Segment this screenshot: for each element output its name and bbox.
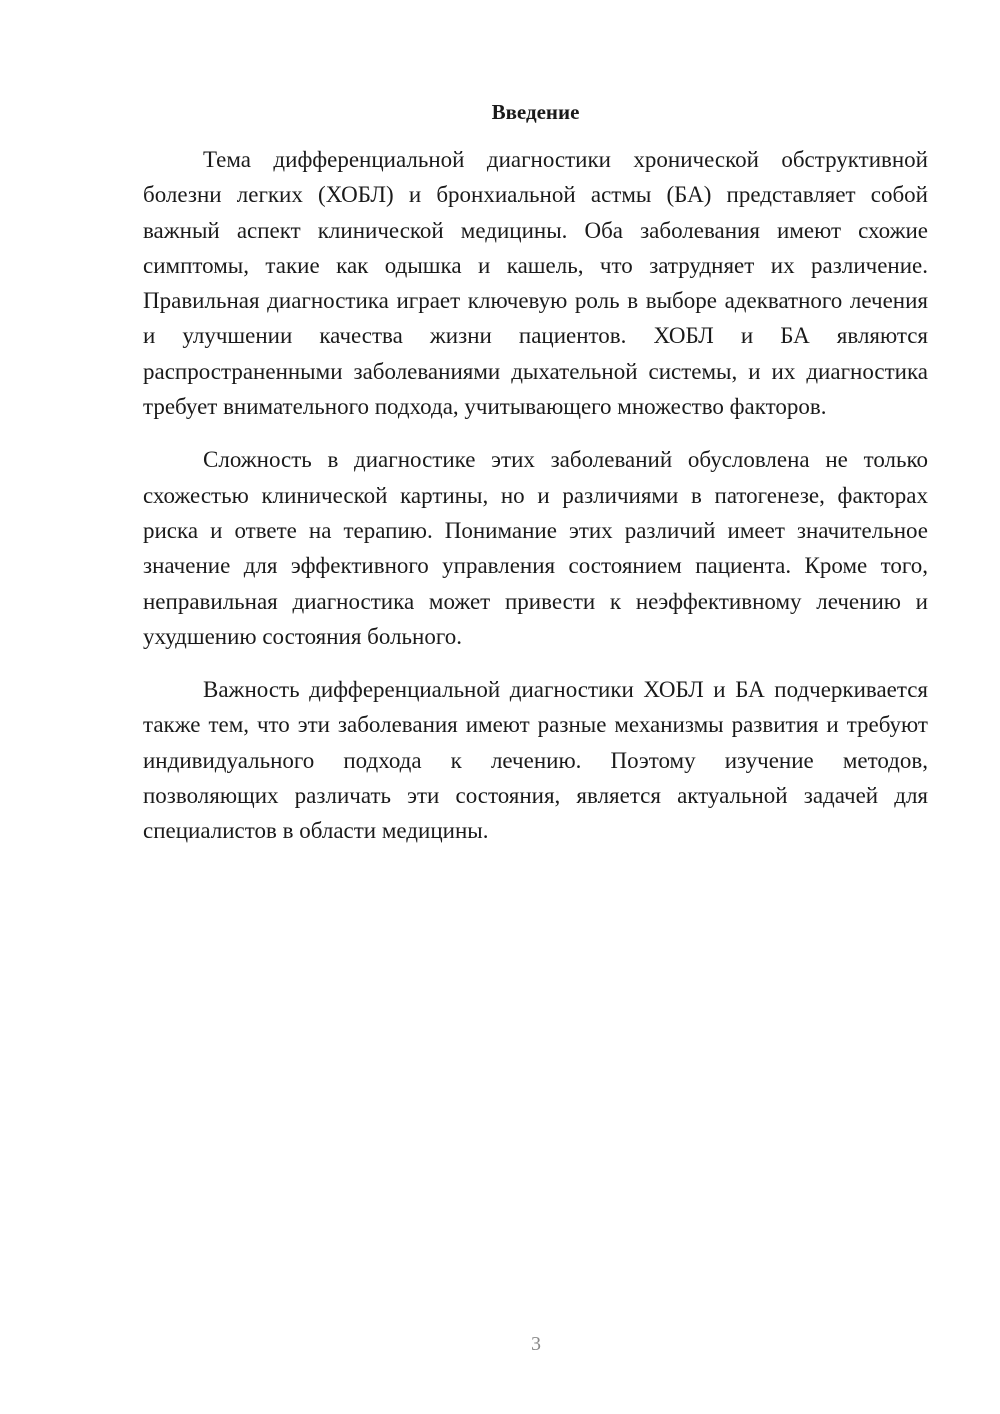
paragraph-1: Тема дифференциальной диагностики хронической обструктивной болезни легких (ХОБЛ) и бронхиальной астмы (БА) представляет собой важный аспект клинической медицины. Оба заболевания имеют схожие симптомы, такие как одышка и кашель, что затрудняет их различение. Правильная диагностика играет ключевую роль в выборе адекватного лечения и улучшении качества жизни пациентов. ХОБЛ и БА являются распространенными заболеваниями дыхательной системы, и их диагностика требует внимательного подхода, учитывающего множество факторов. [143, 147, 928, 420]
page-number: 3 [531, 1333, 541, 1355]
paragraph-2: Сложность в диагностике этих заболеваний обусловлена не только схожестью клинической картины, но и различиями в патогенезе, факторах риска и ответе на терапию. Понимание этих различий имеет значительное значение для эффективного управления состоянием пациента. Кроме того, неправильная диагностика может привести к неэффективному лечению и ухудшению состояния больного. [143, 447, 928, 649]
body-text [143, 142, 928, 867]
section-title: Введение [491, 100, 580, 124]
paragraph-3: Важность дифференциальной диагностики ХОБЛ и БА подчеркивается также тем, что эти заболевания имеют разные механизмы развития и требуют индивидуального подхода к лечению. Поэтому изучение методов, позволяющих различать эти состояния, является актуальной задачей для специалистов в области медицины. [143, 677, 928, 844]
